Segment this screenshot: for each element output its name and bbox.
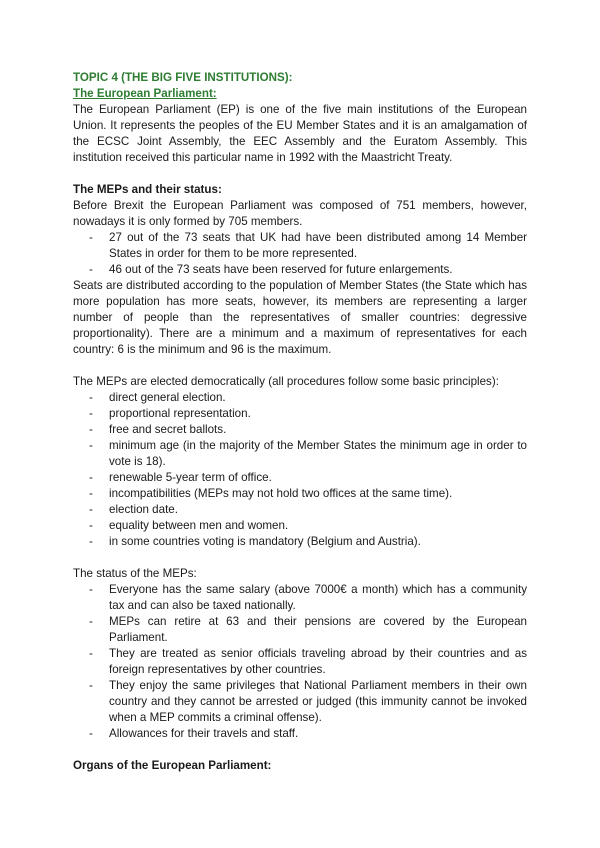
section-subtitle: The European Parliament:	[73, 87, 217, 100]
list-item: - renewable 5-year term of office.	[73, 470, 527, 486]
list-item: - direct general election.	[73, 390, 527, 406]
organs-heading: Organs of the European Parliament:	[73, 759, 272, 772]
list-item: - in some countries voting is mandatory (Belgium and Austria).	[73, 534, 527, 550]
meps-paragraph-1: Before Brexit the European Parliament was composed of 751 members, however, nowadays it is only formed by 705 members.	[73, 199, 527, 228]
list-item: - 46 out of the 73 seats have been reserved for future enlargements.	[73, 262, 527, 278]
intro-paragraph: The European Parliament (EP) is one of the five main institutions of the European Union. It represents the peoples of the EU Member States and it is an amalgamation of the ECSC Joint Assembly, the EEC Assembly and the Euratom Assembly. This institution received this particular name in 1992 with the Maastricht Treaty.	[73, 103, 527, 164]
meps-paragraph-2: Seats are distributed according to the population of Member States (the State which has more population has more seats, however, its members are representing a larger number of people than the representatives of smaller countries: degressive proportionality). There are a minimum and a maximum of representatives for each country: 6 is the minimum and 96 is the maximum.	[73, 279, 527, 356]
list-item: - incompatibilities (MEPs may not hold two offices at the same time).	[73, 486, 527, 502]
list-item: - Allowances for their travels and staff.	[73, 726, 527, 742]
list-item: - They are treated as senior officials traveling abroad by their countries and as foreign representatives by other countries.	[73, 646, 527, 678]
list-item: - 27 out of the 73 seats that UK had have been distributed among 14 Member States in order for them to be more represented.	[73, 230, 527, 262]
list-item: - They enjoy the same privileges that National Parliament members in their own country and they cannot be arrested or judged (this immunity cannot be invoked when a MEP commits a criminal offense).	[73, 678, 527, 726]
status-intro: The status of the MEPs:	[73, 567, 197, 580]
document-page	[73, 70, 527, 774]
list-item: - proportional representation.	[73, 406, 527, 422]
seats-list	[73, 230, 527, 278]
list-item: - free and secret ballots.	[73, 422, 527, 438]
list-item: - equality between men and women.	[73, 518, 527, 534]
elected-intro: The MEPs are elected democratically (all procedures follow some basic principles):	[73, 375, 499, 388]
list-item: - Everyone has the same salary (above 7000€ a month) which has a community tax and can also be taxed nationally.	[73, 582, 527, 614]
list-item: - MEPs can retire at 63 and their pensions are covered by the European Parliament.	[73, 614, 527, 646]
meps-heading: The MEPs and their status:	[73, 183, 222, 196]
status-list	[73, 582, 527, 742]
election-principles-list	[73, 390, 527, 550]
list-item: - minimum age (in the majority of the Member States the minimum age in order to vote is 18).	[73, 438, 527, 470]
topic-title: TOPIC 4 (THE BIG FIVE INSTITUTIONS):	[73, 71, 293, 84]
list-item: - election date.	[73, 502, 527, 518]
